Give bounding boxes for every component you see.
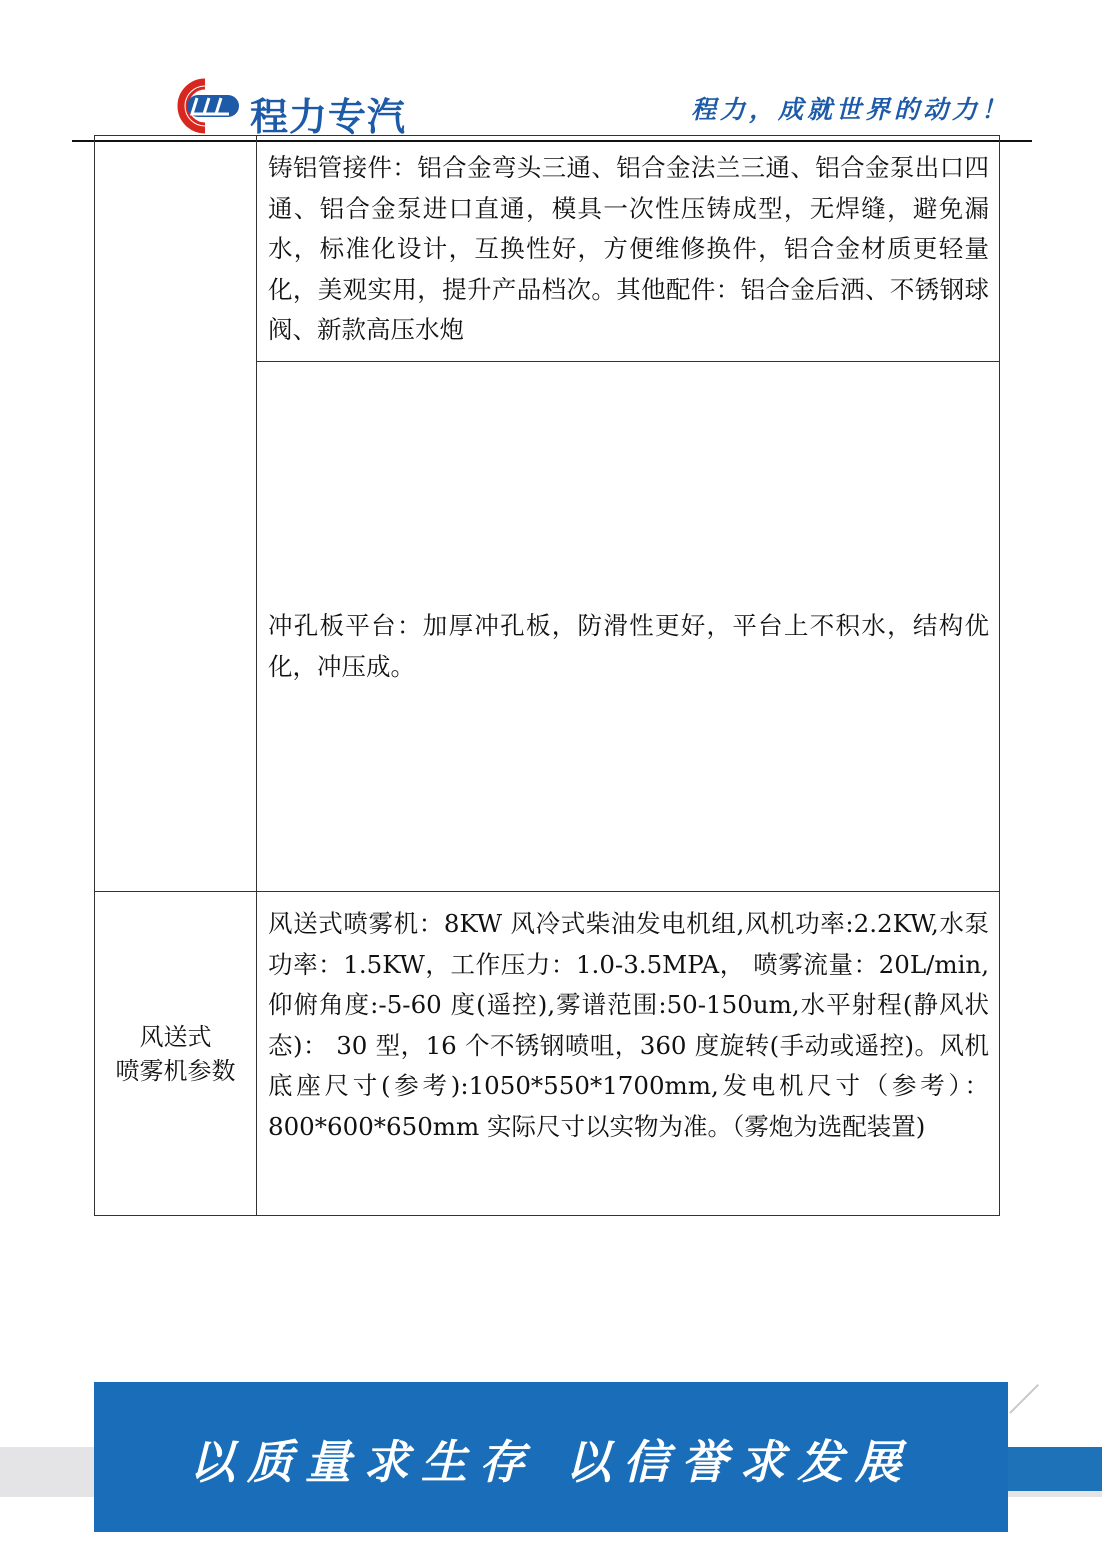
footer-motto: 以质量求生存 以信誉求发展	[188, 1435, 913, 1489]
header-slogan: 程力，成就世界的动力！	[690, 95, 1010, 124]
row-label-line: 喷雾机参数	[115, 1056, 236, 1085]
row-content-casting-fittings: 铸铝管接件：铝合金弯头三通、铝合金法兰三通、铝合金泵出口四通、铝合金泵进口直通，模具一次性压铸成型，无焊缝，避免漏水，标准化设计，互换性好，方便维修换件，铝合金材质更轻量化，美观实用，提升产品档次。其他配件：铝合金后洒、不锈钢球阀、新款高压水炮	[257, 136, 1000, 362]
page-header	[0, 0, 1102, 145]
brand-name: 程力专汽	[250, 95, 407, 139]
row-label-cell	[95, 136, 257, 892]
row-content-perforated-platform: 冲孔板平台：加厚冲孔板，防滑性更好，平台上不积水，结构优化，冲压成。	[257, 362, 1000, 892]
footer-stripe-decoration	[1009, 1384, 1039, 1414]
table-row	[95, 136, 1000, 362]
footer-banner	[94, 1382, 1008, 1532]
company-logo-icon	[165, 78, 245, 134]
row-label-line: 风送式	[139, 1022, 212, 1051]
spec-table	[94, 135, 1000, 1216]
footer-blue-accent	[1008, 1447, 1102, 1491]
table-row	[95, 892, 1000, 1216]
row-content-sprayer-params: 风送式喷雾机：8KW 风冷式柴油发电机组,风机功率:2.2KW,水泵功率：1.5KW，工作压力：1.0-3.5MPA， 喷雾流量：20L/min,仰俯角度:-5-60 度(遥控),雾谱范围:50-150um,水平射程(静风状态)： 30 型，16 个不锈钢喷咀，360 度旋转(手动或遥控)。风机底座尺寸(参考):1050*550*1700mm,发电机尺寸（参考）：800*600*650mm 实际尺寸以实物为准。（雾炮为选配装置)	[257, 892, 1000, 1216]
row-label-sprayer-params	[95, 892, 257, 1216]
